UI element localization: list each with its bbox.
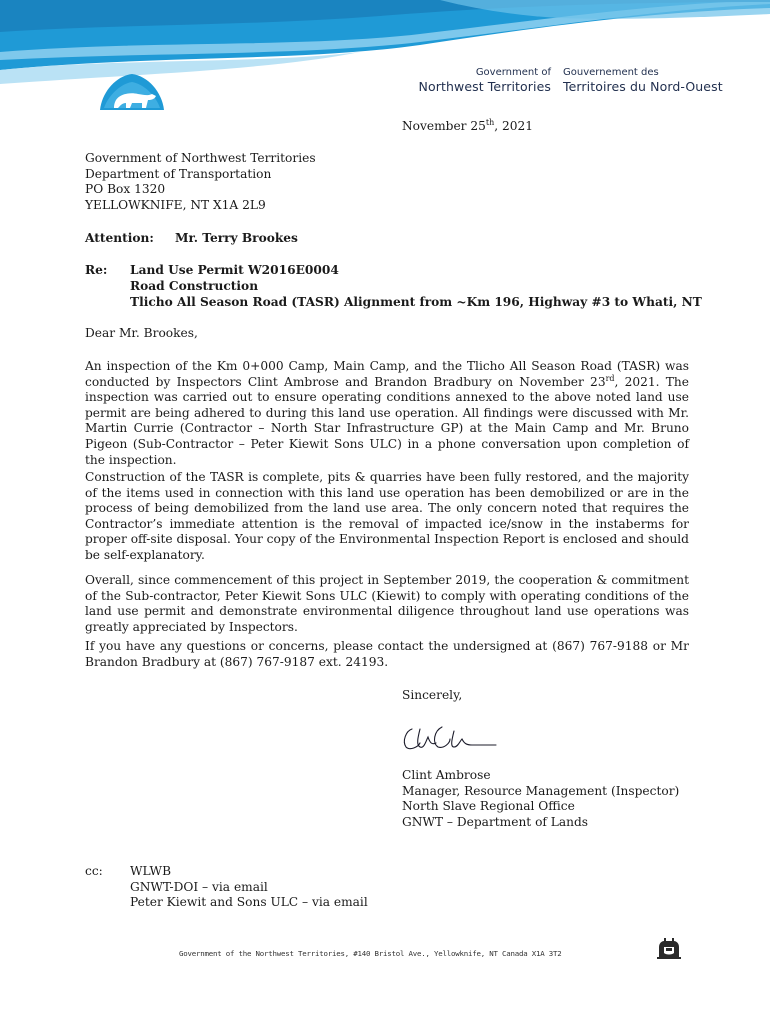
footer-address: Government of the Northwest Territories, #140 Bristol Ave., Yellowknife, NT Canada X1A 3T2	[179, 949, 562, 958]
paragraph-4: If you have any questions or concerns, please contact the undersigned at (867) 767-9188 or Mr Brandon Bradbury at (867) 767-9187 ext. 24193.	[85, 639, 689, 669]
government-name-english	[395, 67, 551, 94]
re-line: Land Use Permit W2016E0004	[130, 263, 339, 277]
cc-item: GNWT-DOI – via email	[130, 879, 268, 894]
re-line: Road Construction	[130, 279, 259, 293]
cc-label: cc:	[85, 864, 103, 878]
paragraph-1	[85, 359, 689, 468]
p1-part-a: An inspection of the Km 0+000 Camp, Main Camp, and the Tlicho All Season Road (TASR) was conducted by Inspectors Clint Ambrose and Brandon Bradbury on November 23	[85, 359, 689, 389]
polar-bear-logo-icon	[96, 70, 168, 122]
p1-part-b: , 2021. The inspection was carried out to ensure operating conditions annexed to the above noted land use permit are being adhered to during this land use operation. All findings were discussed with Mr. Martin Currie (Contractor – North Star Infrastructure GP) at the Main Camp and Mr. Bruno Pigeon (Sub-Contractor – Peter Kiewit Sons ULC) in a phone conversation upon completion of the inspection.	[85, 374, 689, 467]
paragraph-3: Overall, since commencement of this project in September 2019, the cooperation & commitment of the Sub-contractor, Peter Kiewit Sons ULC (Kiewit) to comply with operating conditions of the land use permit and demonstrate environmental diligence throughout land use operations was greatly appreciated by Inspectors.	[85, 573, 689, 634]
date-main: November 25	[402, 119, 486, 133]
re-label: Re:	[85, 263, 108, 277]
gov-en-big: Northwest Territories	[418, 79, 551, 94]
attention-label: Attention:	[85, 231, 154, 245]
recipient-address	[85, 151, 316, 213]
signer-block	[402, 768, 679, 830]
signer-office: North Slave Regional Office	[402, 799, 575, 814]
address-line: PO Box 1320	[85, 182, 166, 197]
gov-en-small: Government of	[475, 67, 551, 78]
gov-fr-big: Territoires du Nord-Ouest	[563, 79, 723, 94]
re-line: Tlicho All Season Road (TASR) Alignment from ~Km 196, Highway #3 to Whati, NT	[130, 295, 702, 309]
paragraph-2: Construction of the TASR is complete, pits & quarries have been fully restored, and the majority of the items used in connection with this land use operation has been demobilized or are in the process of being demobilized from the land use area. The only concern noted that requires the Contractor’s immediate attention is the removal of impacted ice/snow in the instaberms for proper off-site disposal. Your copy of the Environmental Inspection Report is enclosed and should be self-explanatory.	[85, 470, 689, 562]
gov-fr-small: Gouvernement des	[563, 67, 659, 78]
cc-item: Peter Kiewit and Sons ULC – via email	[130, 895, 368, 910]
address-line: Department of Transportation	[85, 166, 272, 181]
signer-department: GNWT – Department of Lands	[402, 814, 589, 829]
p1-sup: rd	[605, 373, 615, 383]
date-year: , 2021	[494, 119, 534, 133]
signer-name: Clint Ambrose	[402, 768, 491, 782]
government-name-french	[563, 67, 763, 94]
address-line: YELLOWKNIFE, NT X1A 2L9	[85, 197, 266, 212]
address-line: Government of Northwest Territories	[85, 151, 316, 165]
letter-date	[402, 119, 533, 135]
cc-item: WLWB	[130, 864, 172, 878]
date-suffix-sup: th	[485, 117, 495, 127]
coat-of-arms-icon	[656, 935, 682, 959]
closing: Sincerely,	[402, 688, 463, 702]
salutation: Dear Mr. Brookes,	[85, 326, 198, 340]
cc-list	[130, 864, 368, 911]
signer-title: Manager, Resource Management (Inspector)	[402, 783, 680, 798]
attention-value: Mr. Terry Brookes	[175, 231, 298, 245]
handwritten-signature-icon	[398, 715, 498, 760]
